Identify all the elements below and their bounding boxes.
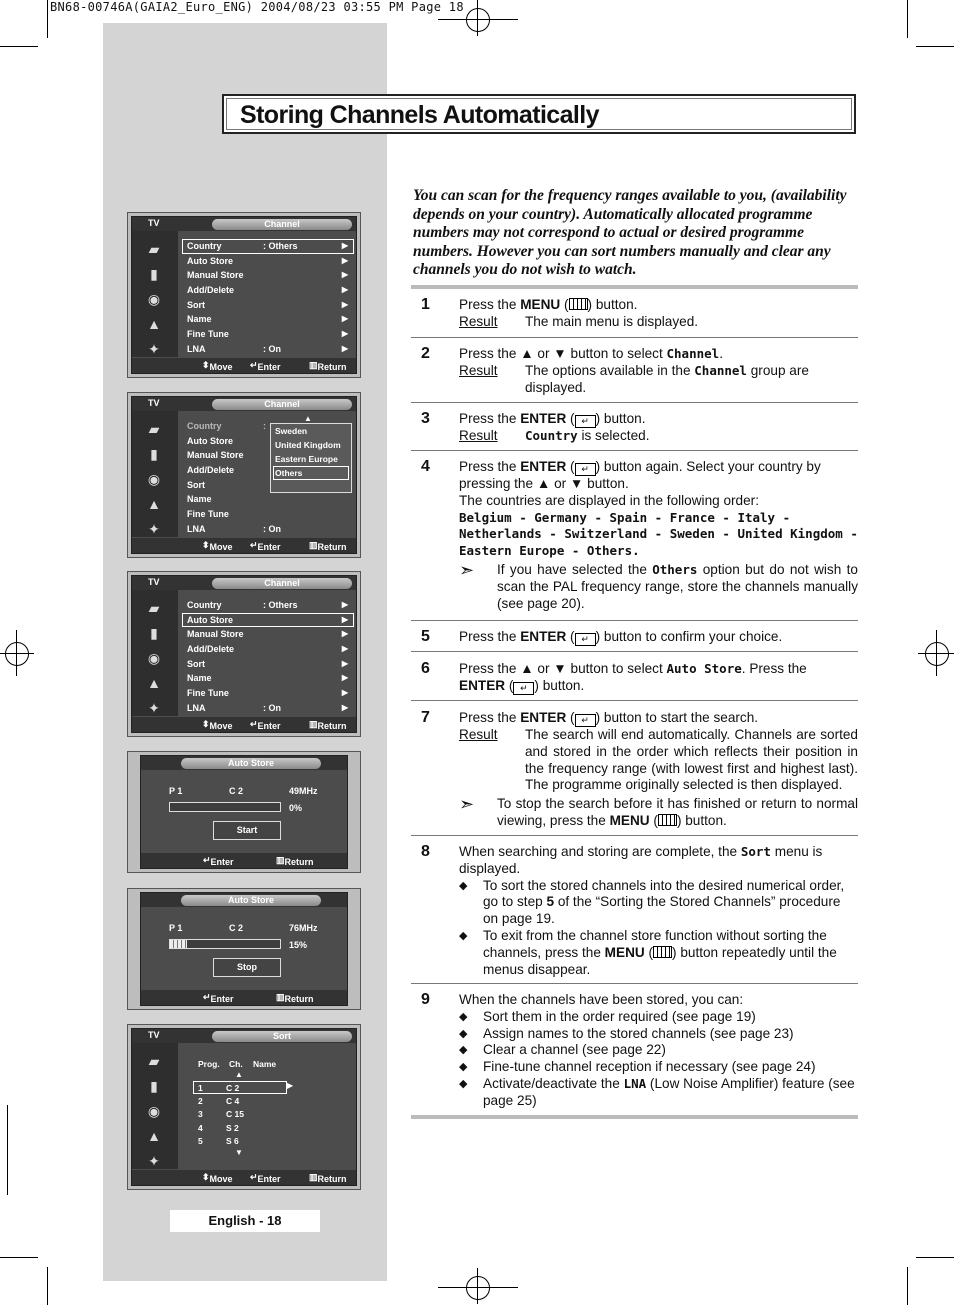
progress-bar [169, 802, 281, 812]
step-8: 8 When searching and storing are complete, the Sort menu is displayed. ◆ To sort the stored channels into the desired numerical order, go to step 5 of the “Sorting the Stored Channels” procedure on page 19. ◆ To exit from the channel store function without sorting the channels, press the MENU ( ) button repeatedly until the menus disappear. [421, 843, 845, 977]
intro-text: You can scan for the frequency ranges available to you, (availability depends on your country). Automatically allocated programme numbers may not correspond to actual or desired programme numbers. However you can sort numbers manually and clear any channels you do not wish to watch. [413, 187, 847, 279]
start-button[interactable]: Start [213, 821, 281, 840]
enter-icon: ↵ [513, 682, 534, 695]
step-2: 2 Press the ▲ or ▼ button to select Channel. Result The options available in the Channel group are displayed. [421, 345, 809, 395]
step-1: 1 Press the MENU ( ) button. Result The main menu is displayed. [421, 296, 699, 329]
input-icon: ✦ [148, 1153, 160, 1169]
note-arrow-icon: ➣ [459, 559, 475, 580]
page-title: Storing Channels Automatically [240, 101, 599, 129]
menu-icon [653, 946, 672, 958]
page-footer: English - 18 [170, 1210, 320, 1232]
enter-icon: ↵ [575, 463, 596, 476]
input-icon: ✦ [148, 700, 160, 716]
setup-icon: ▲ [147, 496, 161, 512]
tv-screen-channel-country: TV Channel ▰ ▮ ◉ ▲ ✦ Country : Others ▶ Auto Store ▶ Manual Store ▶ Add/Delete ▶ Sort ▶ Name ▶ Fine Tune ▶ LNA : On ▶ ⬍ Move ↵ Enter ▥ Return [127, 212, 361, 378]
sound-icon: ▮ [150, 1078, 158, 1094]
step-9: 9 When the channels have been stored, you can: ◆ Sort them in the order required (see page 19) ◆ Assign names to the stored channels (see page 23) ◆ Clear a channel (see page 22) ◆ Fine-tune channel reception if necessary (see page 24) ◆ Activate/deactivate the LNA (Low Noise Amplifier) feature (see page 25) [421, 991, 855, 1108]
channel-icon: ◉ [147, 291, 161, 307]
stop-button[interactable]: Stop [213, 958, 281, 977]
page-header: BN68-00746A(GAIA2_Euro_ENG) 2004/08/23 03:55 PM Page 18 [50, 0, 464, 14]
picture-icon: ▰ [148, 421, 160, 437]
sound-icon: ▮ [150, 446, 158, 462]
step-7: 7 Press the ENTER ( ↵ ) button to start the search. Result The search will end automatically. Channels are sorted and stored in the order which reflects their position in the frequency range (with lowest first and highest last). The programme originally selected is then displayed. ➣ To stop the search before it has finished or return to normal viewing, press the MENU ( ) button. [421, 709, 858, 828]
progress-bar [169, 939, 281, 949]
sound-icon: ▮ [150, 266, 158, 282]
tv-screen-country-dropdown: TV Channel ▰ ▮ ◉ ▲ ✦ Country : Auto Store Manual Store Add/Delete Sort Name Fine Tune LNA : On ▲ Sweden United Kingdom Eastern Europe Others ⬍ Move ↵ Enter ▥ Return [127, 392, 361, 558]
picture-icon: ▰ [148, 1053, 160, 1069]
tv-screen-sort: TV Sort ▰ ▮ ◉ ▲ ✦ Prog. Ch. Name ▲ ▶ 1 C 2 2 C 4 3 C 15 4 S 2 5 S 6 ▼ ⬍ Move ↵ Enter ▥ Return [127, 1024, 361, 1190]
menu-icon [569, 298, 588, 310]
input-icon: ✦ [148, 341, 160, 357]
picture-icon: ▰ [148, 600, 160, 616]
setup-icon: ▲ [147, 316, 161, 332]
step-4: 4 Press the ENTER ( ↵ ) button again. Select your country by pressing the ▲ or ▼ button. The countries are displayed in the following order: Belgium - Germany - Spain - France - Italy - Netherlands - Switzerland - Sweden - United Kingdom - Eastern Europe - Others. ➣ If you have selected the Others option but do not wish to scan the PAL frequency range, store the channels manually (see page 20). [421, 458, 858, 611]
enter-icon: ↵ [575, 714, 596, 727]
tv-screen-auto-store-progress: Auto Store P 1 C 2 76MHz 15% Stop ↵ Enter ▥ Return [127, 888, 361, 1010]
enter-icon: ↵ [575, 415, 596, 428]
country-dropdown: Sweden United Kingdom Eastern Europe Others [270, 423, 352, 493]
note-arrow-icon: ➣ [459, 794, 475, 815]
sound-icon: ▮ [150, 625, 158, 641]
tv-screen-auto-store-start: Auto Store P 1 C 2 49MHz 0% Start ↵ Enter ▥ Return [127, 751, 361, 873]
title-box [222, 94, 856, 134]
setup-icon: ▲ [147, 675, 161, 691]
channel-icon: ◉ [147, 650, 161, 666]
enter-icon: ↵ [575, 633, 596, 646]
menu-icon [658, 814, 677, 826]
step-5: 5 Press the ENTER ( ↵ ) button to confirm your choice. [421, 628, 783, 645]
country-list: Belgium - Germany - Spain - France - Italy - Netherlands - Switzerland - Sweden - United Kingdom - Eastern Europe - Others. [459, 509, 858, 559]
channel-icon: ◉ [147, 1103, 161, 1119]
picture-icon: ▰ [148, 241, 160, 257]
step-6: 6 Press the ▲ or ▼ button to select Auto Store. Press the ENTER ( ↵ ) button. [421, 660, 807, 693]
channel-icon: ◉ [147, 471, 161, 487]
step-3: 3 Press the ENTER ( ↵ ) button. Result Country is selected. [421, 410, 650, 443]
setup-icon: ▲ [147, 1128, 161, 1144]
input-icon: ✦ [148, 521, 160, 537]
tv-screen-auto-store-selected: TV Channel ▰ ▮ ◉ ▲ ✦ Country : Others ▶ Auto Store ▶ Manual Store ▶ Add/Delete ▶ Sort ▶ Name ▶ Fine Tune ▶ LNA : On ▶ ⬍ Move ↵ Enter ▥ Return [127, 571, 361, 737]
